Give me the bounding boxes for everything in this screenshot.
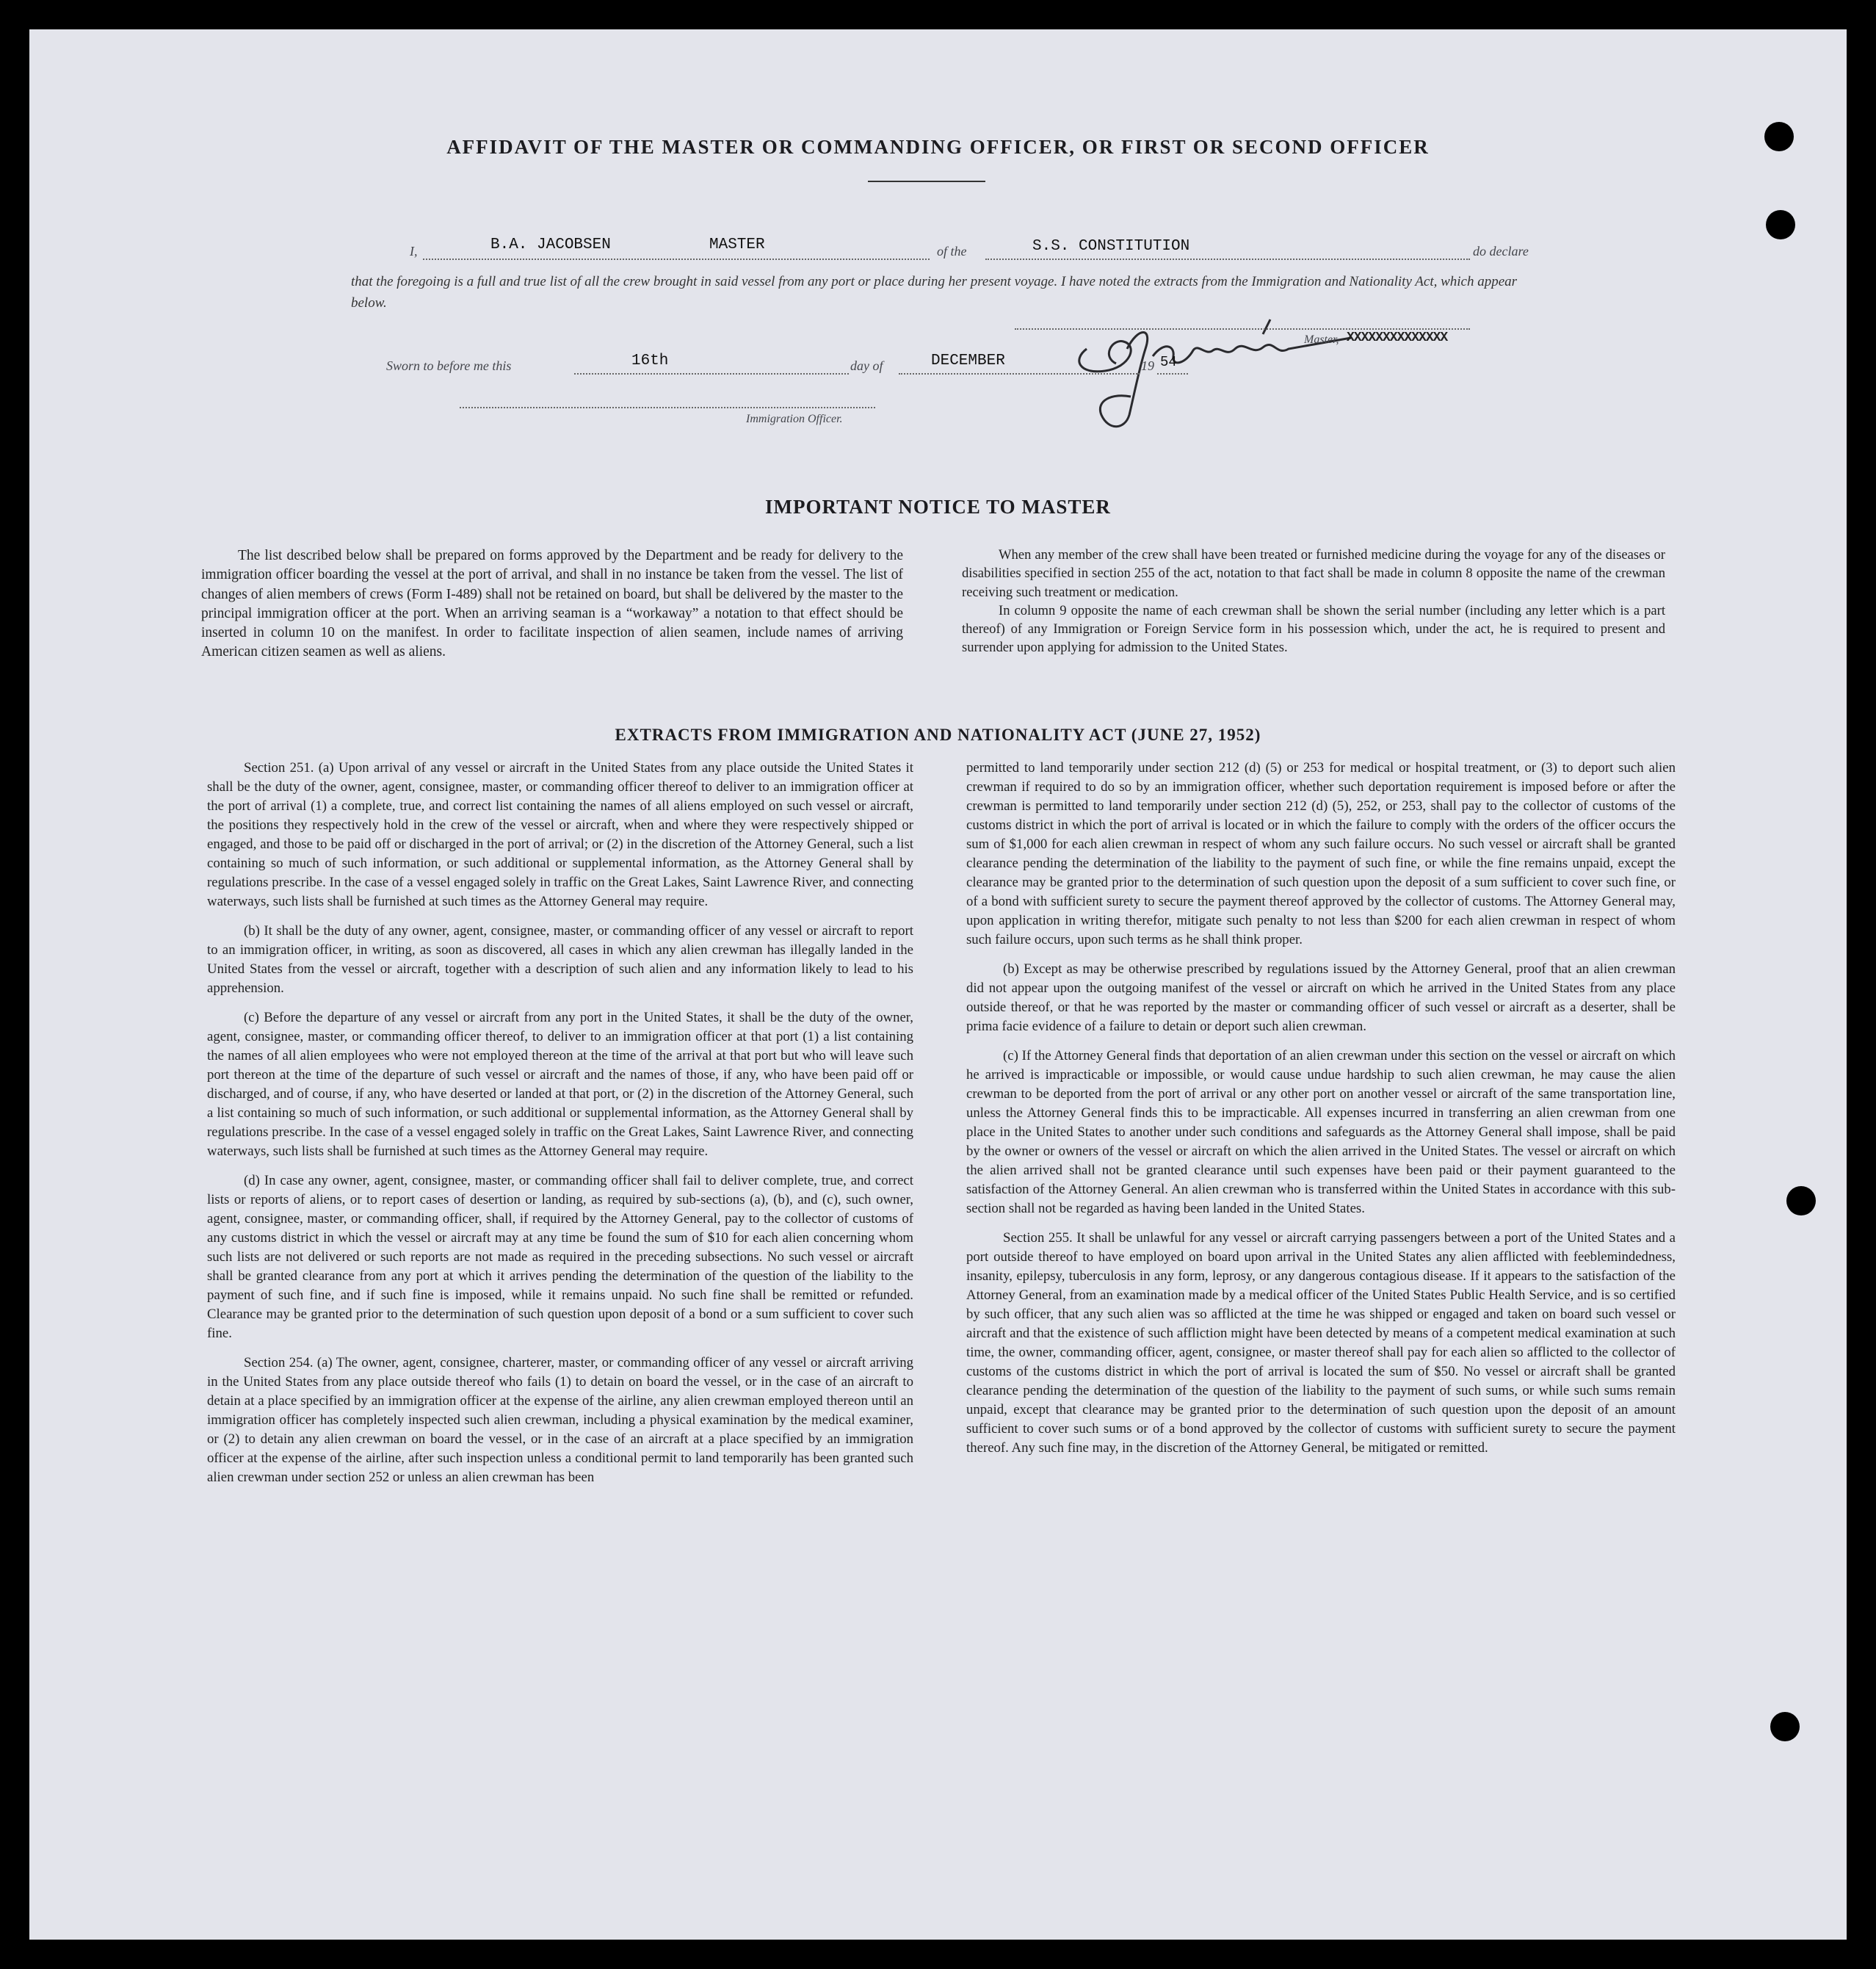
section-251-d: (d) In case any owner, agent, consignee, master, or commanding officer shall fail to deliver complete, true, and correct lists or reports of aliens, or to report cases of desertion or landing, as required by sub-sections (a), (b), and (c), such owner, agent, consignee, master, or commanding officer, shall, if required by the Attorney General, pay to the collector of customs of any customs district in which the vessel or aircraft may at any time be found the sum of $10 for each alien concerning whom such lists are not delivered or such reports are not made as required in the preceding subsections. No such vessel or aircraft shall be granted clearance from any port at which it arrives pending the determination of the question of the liability to the payment of such fine, and if such fine is imposed, while it remains unpaid. No such fine shall be remitted or refunded. Clearance may be granted prior to the determination of such question upon deposit of a bond or a sum sufficient to cover such fine.: [207, 1173, 913, 1341]
section-251-a: Section 251. (a) Upon arrival of any vessel or aircraft in the United States from any place outside the United States it shall be the duty of the owner, agent, consignee, master, or commanding officer thereof to deliver to an immigration officer at the port of arrival (1) a complete, true, and correct list containing the names of all aliens employed on such vessel or aircraft, the positions they respectively hold in the crew of the vessel or aircraft, when and where they were respectively shipped or engaged, and those to be paid off or discharged in the port of arrival; or (2) in the discretion of the Attorney General, such a list containing so much of such information, or such additional or supplemental information, as the Attorney General shall by regulations prescribe. In the case of a vessel engaged solely in traffic on the Great Lakes, Saint Lawrence River, and connecting waterways, such lists shall be furnished at such times as the Attorney General may require.: [207, 760, 913, 909]
label-i: I,: [410, 244, 418, 259]
officer-dotted-line: [460, 407, 875, 408]
punch-hole-3: [1786, 1186, 1816, 1215]
section-254-b: (b) Except as may be otherwise prescribed by regulations issued by the Attorney General, proof that an alien crewman did not appear upon the outgoing manifest of the vessel or aircraft on which he arrived in the United States from any place outside thereof, or that he was reported by the master or commanding officer of such vessel or aircraft as a deserter, shall be prima facie evidence of a failure to detain or deport such alien crewman.: [966, 961, 1676, 1034]
year-prefix: 19: [1141, 358, 1154, 373]
day-dotted-line: [574, 373, 849, 375]
year-dotted-line: [1157, 373, 1188, 375]
name-dotted-line: [423, 259, 930, 260]
sworn-day: 16th: [631, 353, 669, 369]
notice-right-paragraph-1: When any member of the crew shall have been treated or furnished medicine during the voyage for any of the diseases or disabilities specified in section 255 of the act, notation to that fact shall be made in column 8 opposite the name of the crewman receiving such treatment or medication.: [962, 547, 1665, 600]
immigration-officer-label: Immigration Officer.: [746, 413, 843, 425]
notice-title: IMPORTANT NOTICE TO MASTER: [765, 496, 1111, 518]
master-signature: [1043, 305, 1468, 437]
punch-hole-2: [1766, 210, 1795, 239]
section-254-a: Section 254. (a) The owner, agent, consignee, charterer, master, or commanding officer of any vessel or aircraft arriving in the United States from any place outside thereof who fails (1) to detain on board the vessel, or in the case of an aircraft to detain at a place specified by an immigration officer at the expense of the airline, any alien crewman employed thereon until an immigration officer has completely inspected such alien crewman, including a physical examination by the medical examiner, or (2) to detain any alien crewman on board the vessel, or in the case of an aircraft at a place specified by an immigration officer at the expense of the airline, after such inspection unless a conditional permit to land temporarily has been granted such alien crewman under section 252 or unless an alien crewman has been: [207, 1355, 913, 1485]
section-255: Section 255. It shall be unlawful for any vessel or aircraft carrying passengers between a port of the United States and a port outside thereof to have employed on board upon arrival in the United States any alien afflicted with feeblemindedness, insanity, epilepsy, tuberculosis in any form, leprosy, or any dangerous contagious disease. If it appears to the satisfaction of the Attorney General, from an examination made by a medical officer of the United States Public Health Service, and is so certified by such officer, that any such alien was so afflicted at the time he was shipped or engaged and taken on board such vessel or aircraft and that the existence of such affliction might have been detected by means of a competent medical examination at such time, the owner, commanding officer, agent, consignee, or master thereof shall pay for each alien so afflicted to the collector of customs of the customs district in which the port of arrival is located the sum of $50. No vessel or aircraft shall be granted clearance pending the determination of the question of the liability to the payment of such sums, or while such sums remain unpaid, except that clearance may be granted prior to the determination of such question upon the deposit of an amount sufficient to cover such sums or of a bond approved by the collector of customs with sufficient surety to secure the payment thereof. Any such fine may, in the discretion of the Attorney General, be mitigated or remitted.: [966, 1230, 1676, 1456]
signature-dotted-line: [1015, 328, 1470, 330]
extracts-left-column: [207, 759, 913, 1487]
section-254-a-continued: permitted to land temporarily under section 212 (d) (5) or 253 for medical or hospital treatment, or (3) to deport such alien crewman if required to do so by an immigration officer, whether such deportation requirement is imposed before or after the crewman is permitted to land temporarily under section 212 (d) (5), 252, or 253, shall pay to the collector of customs of the customs district in which the port of arrival is located or in which the failure to comply with the orders of the officer occurs the sum of $1,000 for each alien crewman in respect of whom any such failure occurs. No such vessel or aircraft shall be granted clearance pending the determination of the liability to the payment of such fine, or while the fine remains unpaid, except the clearance may be granted prior to the determination of such question upon the deposit of a sum sufficient to cover such fine, or of a bond with sufficient surety to secure the payment thereof approved by the collector of customs. The Attorney General may, upon application in writing therefor, mitigate such penalty to not less than $200 for each alien crewman in respect of whom such failure occurs, upon such terms as he shall think proper.: [966, 760, 1676, 947]
section-251-c: (c) Before the departure of any vessel or aircraft from any port in the United States, it shall be the duty of the owner, agent, consignee, master, or commanding officer thereof, to deliver to an immigration officer at that port (1) a list containing the names of all alien employees who were not employed thereon at the time of the arrival at that port but who will leave such port thereon at the time of the departure of such vessel or aircraft and the names of those, if any, who have been paid off or discharged, and of course, if any, who have deserted or landed at that port, or (2) in the discretion of the Attorney General, such a list containing so much of such information, or such additional or supplemental information, as the Attorney General shall by regulations prescribe. In the case of a vessel engaged solely in traffic on the Great Lakes, Saint Lawrence River, and connecting waterways, such lists shall be furnished at such times as the Attorney General may require.: [207, 1010, 913, 1159]
document-page: [29, 29, 1847, 1940]
notice-left-column: [201, 546, 903, 673]
year-suffix: 54: [1160, 354, 1177, 370]
declaration-text: that the foregoing is a full and true list of all the crew brought in said vessel from any port or place during her present voyage. I have noted the extracts from the Immigration and Nationality Act, which appear below.: [351, 274, 1518, 311]
extracts-right-column: [966, 759, 1676, 1468]
notice-right-paragraph-2: In column 9 opposite the name of each crewman shall be shown the serial number (including any letter which is a part thereof) of any Immigration or Foreign Service form in his possession which, under the act, he is required to present and surrender upon applying for admission to the United States.: [962, 602, 1665, 656]
section-251-b: (b) It shall be the duty of any owner, agent, consignee, master, or commanding officer of any vessel or aircraft to report to an immigration officer, in writing, as soon as discovered, all cases in which any alien crewman has illegally landed in the United States from the vessel or aircraft, together with a description of such alien and any information likely to lead to his apprehension.: [207, 923, 913, 996]
vessel-dotted-line: [985, 259, 1470, 260]
punch-hole-4: [1770, 1712, 1800, 1741]
notice-right-column: [962, 546, 1665, 668]
sworn-label: Sworn to before me this: [386, 358, 512, 373]
title-divider: [868, 181, 985, 182]
month-dotted-line: [899, 373, 1140, 375]
master-label: Master,: [1304, 333, 1339, 346]
master-rank: MASTER: [709, 236, 765, 253]
section-254-c: (c) If the Attorney General finds that deportation of an alien crewman under this section on the vessel or aircraft on which he arrived is impracticable or impossible, or would cause undue hardship to such alien crewman, he may cause the alien crewman to be deported from the port of arrival or any other port on another vessel or aircraft of the same transportation line, unless the Attorney General finds this to be impracticable. All expenses incurred in transferring an alien crewman from one place in the United States to another under such conditions and safeguards as the Attorney General shall impose, shall be paid by the owner or owners of the vessel or aircraft on which the alien arrived in the United States. The vessel or aircraft on which the alien arrived shall not be granted clearance until such expenses have been paid or their payment guaranteed to the satisfaction of the Attorney General. An alien crewman who is transferred within the United States in accordance with this sub-section shall not be regarded as having been landed in the United States.: [966, 1048, 1676, 1216]
label-of-the: of the: [937, 244, 967, 259]
sworn-month: DECEMBER: [931, 353, 1005, 369]
master-name: B.A. JACOBSEN: [490, 236, 611, 253]
day-of-label: day of: [850, 358, 883, 373]
label-do-declare: do declare: [1473, 244, 1529, 259]
struck-title: XXXXXXXXXXXXXX: [1347, 330, 1448, 345]
notice-left-paragraph: The list described below shall be prepared on forms approved by the Department and be ready for delivery to the immigration officer boarding the vessel at the port of arrival, and shall in no instance be taken from the vessel. The list of changes of alien members of crews (Form I-489) shall not be retained on board, but shall be delivered by the master to the principal immigration officer at the port. When an arriving seaman is a “workaway” a notation to that effect should be inserted in column 10 on the manifest. In order to facilitate inspection of alien seamen, include names of arriving American citizen seamen as well as aliens.: [201, 548, 903, 660]
vessel-name: S.S. CONSTITUTION: [1032, 238, 1190, 255]
affidavit-title: AFFIDAVIT OF THE MASTER OR COMMANDING OFFICER, OR FIRST OR SECOND OFFICER: [446, 136, 1430, 158]
extracts-title: EXTRACTS FROM IMMIGRATION AND NATIONALITY ACT (JUNE 27, 1952): [615, 726, 1261, 744]
